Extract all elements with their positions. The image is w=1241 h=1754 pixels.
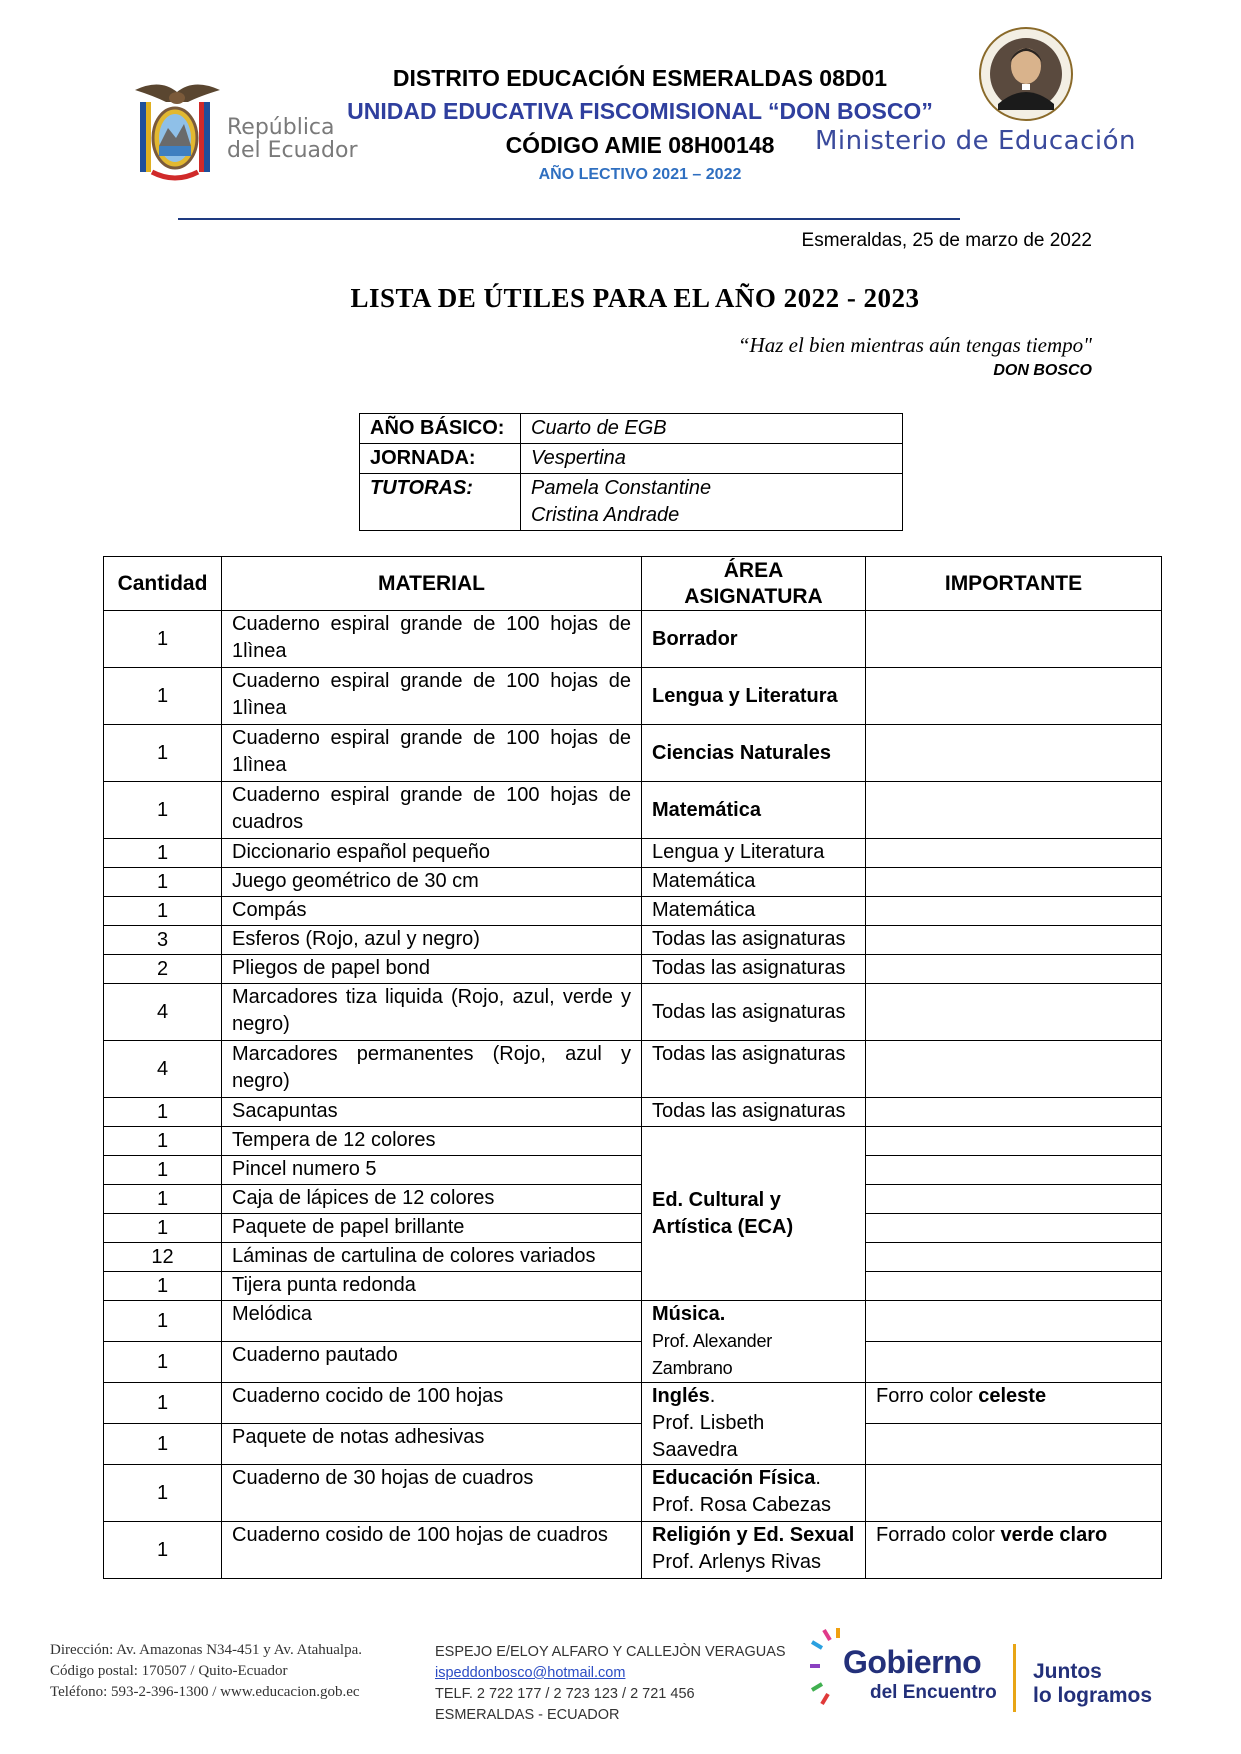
table-header-row — [104, 557, 1162, 611]
supplies-table — [103, 556, 1162, 1579]
amie-code: CÓDIGO AMIE 08H00148 — [505, 132, 775, 158]
school-email-link[interactable]: ispeddonbosco@hotmail.com — [435, 1665, 626, 1681]
school-year: AÑO LECTIVO 2021 – 2022 — [538, 166, 742, 183]
material-cell: Cuaderno espiral grande de 100 hojas de cuadros — [222, 782, 642, 839]
table-row — [104, 725, 1162, 782]
material-cell: Paquete de papel brillante — [222, 1214, 642, 1243]
important-cell — [866, 1185, 1162, 1214]
area-cell: Ciencias Naturales — [642, 725, 866, 782]
quantity-cell: 1 — [104, 839, 222, 868]
material-cell: Cuaderno cosido de 100 hojas de cuadros — [222, 1522, 642, 1579]
document-date: Esmeraldas, 25 de marzo de 2022 — [801, 230, 1092, 251]
table-row — [104, 955, 1162, 984]
table-row — [104, 1301, 1162, 1342]
table-row — [104, 1272, 1162, 1301]
quantity-cell: 1 — [104, 782, 222, 839]
area-cell: Matemática — [642, 868, 866, 897]
area-cell: Todas las asignaturas — [642, 1098, 866, 1127]
quantity-cell: 4 — [104, 1041, 222, 1098]
header-divider — [178, 218, 960, 220]
table-row — [104, 1424, 1162, 1465]
slogan: Juntos lo logramos — [1033, 1660, 1153, 1707]
table-row — [104, 1127, 1162, 1156]
quantity-cell: 1 — [104, 1098, 222, 1127]
important-cell — [866, 955, 1162, 984]
material-cell: Juego geométrico de 30 cm — [222, 868, 642, 897]
document-title: LISTA DE ÚTILES PARA EL AÑO 2022 - 2023 — [350, 283, 920, 313]
important-cell — [866, 782, 1162, 839]
shift-row — [360, 444, 903, 474]
important-cell — [866, 1041, 1162, 1098]
important-cell — [866, 1424, 1162, 1465]
area-cell: Matemática — [642, 782, 866, 839]
quantity-cell: 1 — [104, 1465, 222, 1522]
material-cell: Pincel numero 5 — [222, 1156, 642, 1185]
quantity-cell: 4 — [104, 984, 222, 1041]
important-cell — [866, 1214, 1162, 1243]
important-cell — [866, 897, 1162, 926]
del-encuentro-text: del Encuentro — [870, 1682, 997, 1703]
table-row — [104, 1185, 1162, 1214]
area-cell: Todas las asignaturas — [642, 984, 866, 1041]
institution-header — [260, 62, 1020, 186]
important-cell — [866, 984, 1162, 1041]
important-cell — [866, 668, 1162, 725]
header-quantity: Cantidad — [104, 557, 222, 611]
important-cell: Forro color celeste — [866, 1383, 1162, 1424]
material-cell: Marcadores permanentes (Rojo, azul y negro) — [222, 1041, 642, 1098]
important-cell — [866, 1301, 1162, 1342]
school-phones: TELF. 2 722 177 / 2 723 123 / 2 721 456 — [435, 1686, 695, 1702]
area-cell: Lengua y Literatura — [642, 668, 866, 725]
quantity-cell: 1 — [104, 1185, 222, 1214]
material-cell: Cuaderno espiral grande de 100 hojas de 1lìnea — [222, 725, 642, 782]
ministry-phone: Teléfono: 593-2-396-1300 / www.educacion.gob.ec — [50, 1684, 360, 1700]
school-contact — [435, 1642, 786, 1726]
area-cell-english: Inglés. Prof. Lisbeth Saavedra — [642, 1383, 866, 1465]
table-row — [104, 1041, 1162, 1098]
area-cell: Todas las asignaturas — [642, 955, 866, 984]
tutor-name: Cristina Andrade — [531, 504, 680, 526]
table-row — [104, 1522, 1162, 1579]
quantity-cell: 12 — [104, 1243, 222, 1272]
table-row — [104, 1383, 1162, 1424]
tutors-value — [521, 474, 903, 531]
material-cell: Paquete de notas adhesivas — [222, 1424, 642, 1465]
coat-of-arms-icon — [130, 80, 225, 190]
quantity-cell: 1 — [104, 668, 222, 725]
quantity-cell: 1 — [104, 1522, 222, 1579]
important-cell — [866, 1156, 1162, 1185]
ministry-address: Dirección: Av. Amazonas N34-451 y Av. Atahualpa. — [50, 1642, 363, 1658]
don-bosco-seal-icon — [976, 22, 1076, 132]
area-cell: Todas las asignaturas — [642, 926, 866, 955]
school-name: UNIDAD EDUCATIVA FISCOMISIONAL “DON BOSCO” — [347, 98, 933, 124]
area-cell-music: Música. Prof. Alexander Zambrano — [642, 1301, 866, 1383]
important-cell — [866, 1272, 1162, 1301]
tutors-label: TUTORAS: — [360, 474, 521, 531]
ministerio-de-educacion-logo: Ministerio de Educación — [815, 126, 1136, 156]
important-cell — [866, 839, 1162, 868]
quantity-cell: 1 — [104, 897, 222, 926]
area-cell-religion: Religión y Ed. Sexual Prof. Arlenys Rivas — [642, 1522, 866, 1579]
ministry-postal: Código postal: 170507 / Quito-Ecuador — [50, 1663, 288, 1679]
important-cell — [866, 868, 1162, 897]
area-cell-eca: Ed. Cultural y Artística (ECA) — [642, 1127, 866, 1301]
table-row — [104, 926, 1162, 955]
table-row — [104, 1098, 1162, 1127]
quantity-cell: 1 — [104, 868, 222, 897]
quantity-cell: 2 — [104, 955, 222, 984]
letterhead — [0, 0, 1241, 260]
quantity-cell: 1 — [104, 725, 222, 782]
important-cell: Forrado color verde claro — [866, 1522, 1162, 1579]
important-cell — [866, 725, 1162, 782]
important-cell — [866, 1098, 1162, 1127]
quantity-cell: 1 — [104, 1383, 222, 1424]
table-row — [104, 868, 1162, 897]
material-cell: Compás — [222, 897, 642, 926]
material-cell: Esferos (Rojo, azul y negro) — [222, 926, 642, 955]
table-row — [104, 897, 1162, 926]
important-cell — [866, 1243, 1162, 1272]
quote-author: DON BOSCO — [993, 362, 1092, 379]
grade-row — [360, 414, 903, 444]
logo-divider — [1013, 1644, 1016, 1712]
area-cell-pe: Educación Física. Prof. Rosa Cabezas — [642, 1465, 866, 1522]
area-cell: Lengua y Literatura — [642, 839, 866, 868]
table-row — [104, 984, 1162, 1041]
tutors-row — [360, 474, 903, 531]
area-cell: Matemática — [642, 897, 866, 926]
important-cell — [866, 926, 1162, 955]
material-cell: Diccionario español pequeño — [222, 839, 642, 868]
important-cell — [866, 1127, 1162, 1156]
important-cell — [866, 1465, 1162, 1522]
material-cell: Cuaderno de 30 hojas de cuadros — [222, 1465, 642, 1522]
sunburst-icon — [808, 1626, 848, 1716]
table-row — [104, 1156, 1162, 1185]
class-info-table — [359, 413, 903, 531]
table-row — [104, 611, 1162, 668]
quantity-cell: 1 — [104, 1424, 222, 1465]
material-cell: Sacapuntas — [222, 1098, 642, 1127]
school-address: ESPEJO E/ELOY ALFARO Y CALLEJÒN VERAGUAS — [435, 1644, 786, 1660]
grade-value: Cuarto de EGB — [521, 414, 903, 444]
district-name: DISTRITO EDUCACIÓN ESMERALDAS 08D01 — [392, 65, 888, 91]
table-row — [104, 1465, 1162, 1522]
material-cell: Cuaderno pautado — [222, 1342, 642, 1383]
material-cell: Pliegos de papel bond — [222, 955, 642, 984]
table-row — [104, 668, 1162, 725]
tutor-name: Pamela Constantine — [531, 477, 712, 499]
important-cell — [866, 611, 1162, 668]
table-row — [104, 1243, 1162, 1272]
material-cell: Caja de lápices de 12 colores — [222, 1185, 642, 1214]
table-row — [104, 782, 1162, 839]
header-material: MATERIAL — [222, 557, 642, 611]
important-cell — [866, 1342, 1162, 1383]
school-city: ESMERALDAS - ECUADOR — [435, 1707, 620, 1723]
material-cell: Cuaderno espiral grande de 100 hojas de 1lìnea — [222, 668, 642, 725]
material-cell: Cuaderno espiral grande de 100 hojas de 1lìnea — [222, 611, 642, 668]
quantity-cell: 1 — [104, 1272, 222, 1301]
quantity-cell: 1 — [104, 1342, 222, 1383]
shift-label: JORNADA: — [360, 444, 521, 474]
quantity-cell: 1 — [104, 1214, 222, 1243]
quantity-cell: 1 — [104, 1156, 222, 1185]
area-cell: Borrador — [642, 611, 866, 668]
area-cell: Todas las asignaturas — [642, 1041, 866, 1098]
table-row — [104, 1214, 1162, 1243]
material-cell: Tempera de 12 colores — [222, 1127, 642, 1156]
quote: “Haz el bien mientras aún tengas tiempo" — [737, 333, 1092, 357]
gobierno-del-encuentro-logo — [808, 1616, 1168, 1716]
header-area: ÁREA ASIGNATURA — [642, 557, 866, 611]
gobierno-text: Gobierno — [843, 1644, 982, 1680]
shift-value: Vespertina — [521, 444, 903, 474]
header-important: IMPORTANTE — [866, 557, 1162, 611]
table-row — [104, 839, 1162, 868]
material-cell: Láminas de cartulina de colores variados — [222, 1243, 642, 1272]
republica-del-ecuador-text: República del Ecuador — [227, 115, 358, 163]
material-cell: Cuaderno cocido de 100 hojas — [222, 1383, 642, 1424]
quantity-cell: 1 — [104, 1127, 222, 1156]
quantity-cell: 1 — [104, 1301, 222, 1342]
grade-label: AÑO BÁSICO: — [360, 414, 521, 444]
quantity-cell: 1 — [104, 611, 222, 668]
material-cell: Tijera punta redonda — [222, 1272, 642, 1301]
quantity-cell: 3 — [104, 926, 222, 955]
ministry-contact — [50, 1640, 362, 1703]
material-cell: Marcadores tiza liquida (Rojo, azul, verde y negro) — [222, 984, 642, 1041]
material-cell: Melódica — [222, 1301, 642, 1342]
table-row — [104, 1342, 1162, 1383]
